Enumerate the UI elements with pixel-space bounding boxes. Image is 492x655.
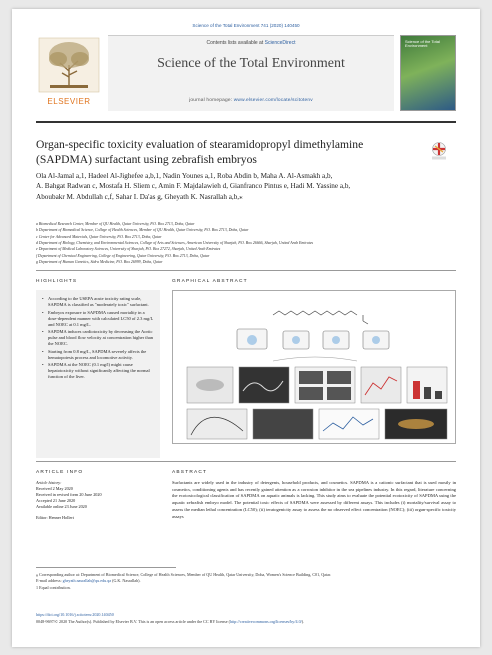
article-history-label: Article history:: [36, 480, 62, 485]
affiliation: f Department of Chemical Engineering, College of Engineering, Qatar University, P.O. Box 2713, Doha, Qatar: [36, 253, 210, 258]
affiliation: a Biomedical Research Center, Member of QU Health, Qatar University, P.O. Box 2713, Doha, Qatar: [36, 222, 195, 226]
corresponding-author-note: ⁎ Corresponding author at: Department of Biomedical Science, College of Health Sciences, Member of QU Health, Qatar University, Doha, Women's Science Building, C01, Qatar.: [36, 572, 332, 577]
article-info: [36, 480, 160, 550]
highlight-item: • According to the USEPA acute toxicity rating scale, SAPDMA is classified as "moderately toxic" surfactant.: [42, 296, 154, 308]
email-link[interactable]: gheyath.nasrallah@qu.edu.qa: [62, 578, 112, 584]
affiliation: c Center for Advanced Materials, Qatar University, P.O. Box 2713, Doha, Qatar: [36, 234, 162, 239]
journal-masthead: [108, 35, 394, 111]
editor-line: Editor: Henner Hollert: [36, 515, 74, 521]
equal-contribution-note: 1 Equal contribution.: [36, 584, 71, 590]
doi-link[interactable]: https://doi.org/10.1016/j.scitotenv.2020.140450: [36, 612, 114, 617]
authors-line[interactable]: A. Bahgat Radwan c, Mostafa H. Sliem c, Amin F. Majdalawieh d, Gianfranco Pintus e, Hadi M. Yassine a,b,: [36, 182, 351, 191]
publisher-name: ELSEVIER: [47, 97, 91, 106]
highlight-item: • Embryos exposure to SAPDMA caused mortality in a dose-dependent manner with calculated LC50 of 2.3 mg/L and NOEC at 0.1 mg/L.: [42, 310, 154, 328]
article-info-heading: ARTICLE INFO: [36, 470, 84, 475]
footnote-rule: [36, 567, 176, 568]
sciencedirect-link[interactable]: ScienceDirect: [264, 40, 296, 46]
license-line: 0048-9697/© 2020 The Author(s). Published by Elsevier B.V. This is an open access article under the CC BY license (http://creativecommons.org/licenses/by/4.0/).: [36, 618, 305, 624]
affiliation: d Department of Biology, Chemistry, and Environmental Sciences, College of Arts and Sciences, American University of Sharjah, P.O. Box 26666, Sharjah, United Arab Emirates: [36, 240, 314, 245]
abstract-heading: ABSTRACT: [172, 470, 208, 475]
section-rule: [36, 461, 456, 462]
received-date: Received 2 May 2020: [36, 486, 73, 492]
crossmark-icon[interactable]: [430, 141, 448, 161]
highlight-item: • SAPDMA induces cardiotoxicity by decreasing the Aortic pulse and blood flow velocity at concentration higher than the NOEC.: [42, 329, 154, 347]
online-date: Available online 23 June 2020: [36, 504, 87, 510]
contents-line: Contents lists available at ScienceDirect: [206, 40, 296, 46]
section-rule: [36, 270, 456, 271]
license-link[interactable]: http://creativecommons.org/licenses/by/4.0/: [229, 618, 302, 624]
graphical-abstract-heading: GRAPHICAL ABSTRACT: [172, 279, 248, 284]
highlight-item: • Starting from 0.8 mg/L, SAPDMA severely affects the hematopoiesis process and locomotive activity.: [42, 349, 154, 361]
article-footer: [36, 612, 456, 625]
author-list: [36, 171, 456, 202]
highlights-box: [36, 290, 160, 458]
affiliation: b Department of Biomedical Science, College of Health Sciences, Member of QU Health, Qatar University, P.O. Box 2713, Doha, Qatar: [36, 228, 249, 233]
graphical-abstract-figure[interactable]: [172, 290, 456, 444]
affiliations: [36, 221, 456, 265]
authors-line[interactable]: Ola Al-Jamal a,1, Hadeel Al-Jighefee a,b,1, Nadin Younes a,1, Roba Abdin b, Maha A. Al-Asmakh a,b,: [36, 172, 333, 180]
affiliation: e Department of Medical Laboratory Sciences, University of Sharjah, P.O. Box 27272, Sharjah, United Arab Emirates: [36, 247, 221, 252]
journal-reference[interactable]: Science of the Total Environment 741 (2020) 140450: [192, 23, 300, 28]
highlights-list: [42, 296, 154, 380]
abstract-text: Surfactants are widely used in the industry of detergents, household products, and cosmetics. SAPDMA is a cationic surfactant that is used mostly in cosmetics, conditioning agents and has recently gained attention as a corrosion inhibitor in the sea pipelines industry. In this regard, literature concerning the ecotoxicological classification of SAPDMA on aquatic animals is lacking. This study aims to evaluate the potential ecotoxicity of SAPDMA using the aquatic zebrafish embryo model. The potential toxic effects of SAPDMA were assessed by different assays. This includes (i) mortality/survival assay to assess the median lethal concentration (LC50); (ii) teratogenicity assay to assess the no observed effect concentration (NOEC); (iii) organ-specific toxicity assays: [172, 480, 456, 519]
graphical-abstract-illustration: [173, 291, 457, 445]
email-note: E-mail address: gheyath.nasrallah@qu.edu.qa (G.K. Nasrallah).: [36, 578, 141, 584]
journal-header: [36, 35, 456, 117]
homepage-line: journal homepage: www.elsevier.com/locate/scitotenv: [189, 98, 313, 103]
article-page: [12, 9, 480, 647]
article-title: Organ-specific toxicity evaluation of stearamidopropyl dimethylamine (SAPDMA) surfactant using zebrafish embryos: [36, 138, 364, 167]
journal-homepage-link[interactable]: www.elsevier.com/locate/scitotenv: [233, 98, 313, 103]
journal-title: Science of the Total Environment: [157, 56, 345, 71]
highlights-heading: HIGHLIGHTS: [36, 279, 78, 284]
highlight-item: • SAPDMA at the NOEC (0.1 mg/l) might cause hepatotoxicity without significantly affecting the normal function of the liver.: [42, 362, 154, 380]
header-rule: [36, 121, 456, 123]
authors-line[interactable]: Aboubakr M. Abdullah c,f, Sahar I. Da'as g, Gheyath K. Nasrallah a,b,⁎: [36, 192, 243, 201]
revised-date: Received in revised form 20 June 2020: [36, 492, 102, 498]
accepted-date: Accepted 21 June 2020: [36, 498, 76, 504]
journal-cover-image: [400, 35, 456, 111]
footnotes: [36, 572, 456, 591]
cover-title: Science of the Total Environment: [405, 39, 440, 49]
affiliation: g Department of Human Genetics, Sidra Medicine, P.O. Box 26999, Doha, Qatar: [36, 259, 163, 264]
